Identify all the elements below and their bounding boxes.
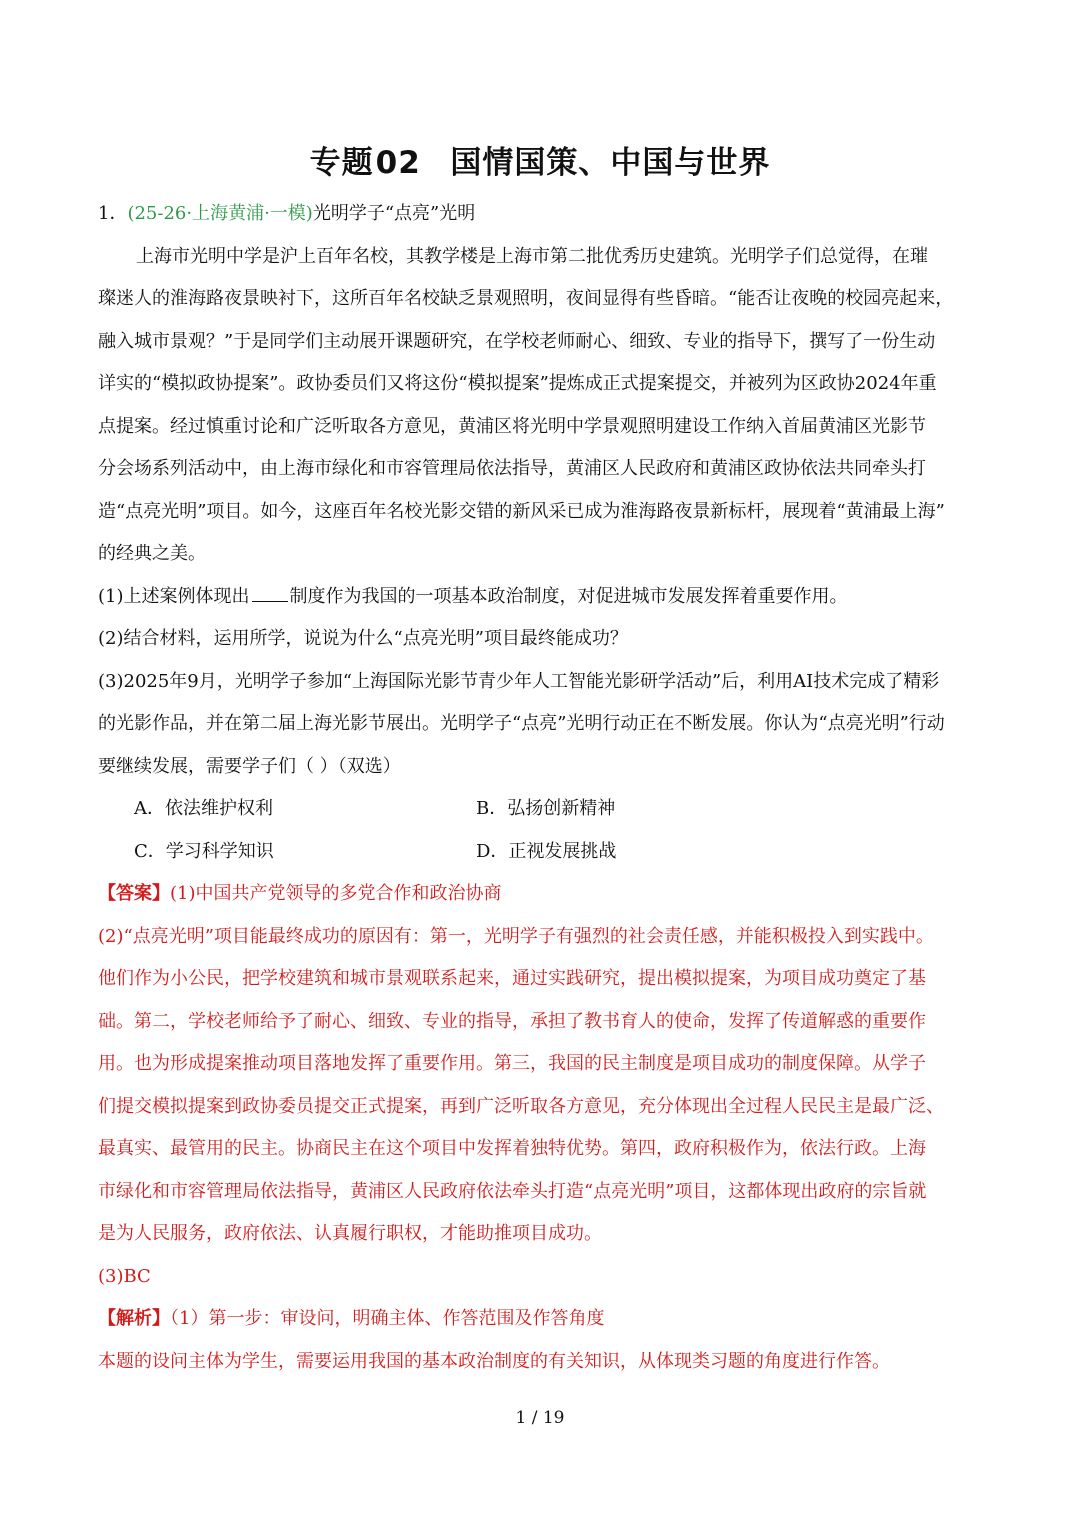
- sub-question-1: [98, 576, 986, 619]
- question-number: 1．: [98, 203, 128, 224]
- document-body: [98, 193, 986, 1383]
- passage: [98, 236, 986, 576]
- analysis-text: 本题的设问主体为学生，需要运用我国的基本政治制度的有关知识，从体现类习题的角度进行作答。: [98, 1350, 890, 1372]
- passage-line: 的经典之美。: [98, 543, 206, 564]
- analysis-tag: 【解析】: [98, 1308, 170, 1329]
- passage-line: 造“点亮光明”项目。如今，这座百年名校光影交错的新风采已成为淮海路夜景新标杆，展现着“黄浦最上海”: [98, 500, 945, 522]
- question-topic: 光明学子“点亮”光明: [312, 203, 476, 224]
- option-b: B．弘扬创新精神: [476, 798, 616, 819]
- passage-line: 点提案。经过慎重讨论和广泛听取各方意见，黄浦区将光明中学景观照明建设工作纳入首届黄浦区光影节: [98, 415, 926, 437]
- passage-line: 璨迷人的淮海路夜景映衬下，这所百年名校缺乏景观照明，夜间显得有些昏暗。“能否让夜晚的校园亮起来，: [98, 288, 954, 309]
- analysis-header: [98, 1298, 986, 1341]
- answer-tag: 【答案】: [98, 883, 170, 904]
- answer-line: 是为人民服务，政府依法、认真履行职权，才能助推项目成功。: [98, 1223, 602, 1244]
- sub-question-1-text: (1)上述案例体现出: [98, 585, 250, 607]
- answer-part-3: (3)BC: [98, 1265, 151, 1287]
- answer-line: (2)“点亮光明”项目能最终成功的原因有：第一，光明学子有强烈的社会责任感，并能积极投入到实践中。: [98, 925, 934, 947]
- fill-in-blank: [252, 583, 288, 602]
- page-title: [0, 137, 1080, 182]
- answer-line: 他们作为小公民，把学校建筑和城市景观联系起来，通过实践研究，提出模拟提案，为项目成功奠定了基: [98, 968, 926, 989]
- analysis-step: （1）第一步：审设问，明确主体、作答范围及作答角度: [170, 1308, 605, 1329]
- sub-question-2: (2)结合材料，运用所学，说说为什么“点亮光明”项目最终能成功？: [98, 628, 628, 649]
- options-row-1: [98, 788, 986, 831]
- sub-question-1-text-end: 制度作为我国的一项基本政治制度，对促进城市发展发挥着重要作用。: [289, 585, 848, 607]
- page-number: 1 / 19: [515, 1408, 565, 1428]
- question-source: (25-26·上海黄浦·一模): [127, 203, 313, 224]
- question-header: [98, 193, 986, 236]
- answer-line: 用。也为形成提案推动项目落地发挥了重要作用。第三，我国的民主制度是项目成功的制度保障。从学子: [98, 1053, 926, 1074]
- answer-line: 市绿化和市容管理局依法指导，黄浦区人民政府依法牵头打造“点亮光明”项目，这都体现出政府的宗旨就: [98, 1180, 927, 1202]
- sub-question-3-line: 的光影作品，并在第二届上海光影节展出。光明学子“点亮”光明行动正在不断发展。你认为“点亮光明”行动: [98, 713, 945, 734]
- sub-question-3: [98, 661, 986, 789]
- passage-line: 融入城市景观？”于是同学们主动展开课题研究，在学校老师耐心、细致、专业的指导下，撰写了一份生动: [98, 330, 936, 352]
- option-d: D．正视发展挑战: [476, 840, 617, 862]
- answer-line: 最真实、最管用的民主。协商民主在这个项目中发挥着独特优势。第四，政府积极作为，依法行政。上海: [98, 1138, 926, 1159]
- answer-part-1-text: (1)中国共产党领导的多党合作和政治协商: [170, 883, 502, 904]
- passage-line: 上海市光明中学是沪上百年名校，其教学楼是上海市第二批优秀历史建筑。光明学子们总觉得，在璀: [136, 245, 928, 267]
- answer-line: 础。第二，学校老师给予了耐心、细致、专业的指导，承担了教书育人的使命，发挥了传道解惑的重要作: [98, 1010, 926, 1032]
- passage-line: 分会场系列活动中，由上海市绿化和市容管理局依法指导，黄浦区人民政府和黄浦区政协依法共同牵头打: [98, 458, 926, 479]
- answer-part-1: [98, 873, 986, 916]
- options-row-2: [98, 831, 986, 874]
- option-a: A．依法维护权利: [134, 798, 273, 819]
- option-c: C．学习科学知识: [134, 840, 274, 862]
- answer-line: 们提交模拟提案到政协委员提交正式提案，再到广泛听取各方意见，充分体现出全过程人民民主是最广泛、: [98, 1095, 944, 1117]
- sub-question-3-line: (3)2025年9月，光明学子参加“上海国际光影节青少年人工智能光影研学活动”后，利用AI技术完成了精彩: [98, 670, 940, 692]
- title-number: 02: [375, 145, 421, 181]
- answer-part-2: [98, 916, 986, 1256]
- sub-question-3-line: 要继续发展，需要学子们（ ）（双选）: [98, 755, 401, 777]
- title-prefix: 专题: [309, 145, 374, 181]
- title-text: 国情国策、中国与世界: [450, 145, 771, 181]
- passage-line: 详实的“模拟政协提案”。政协委员们又将这份“模拟提案”提炼成正式提案提交，并被列为区政协2024年重: [98, 373, 937, 394]
